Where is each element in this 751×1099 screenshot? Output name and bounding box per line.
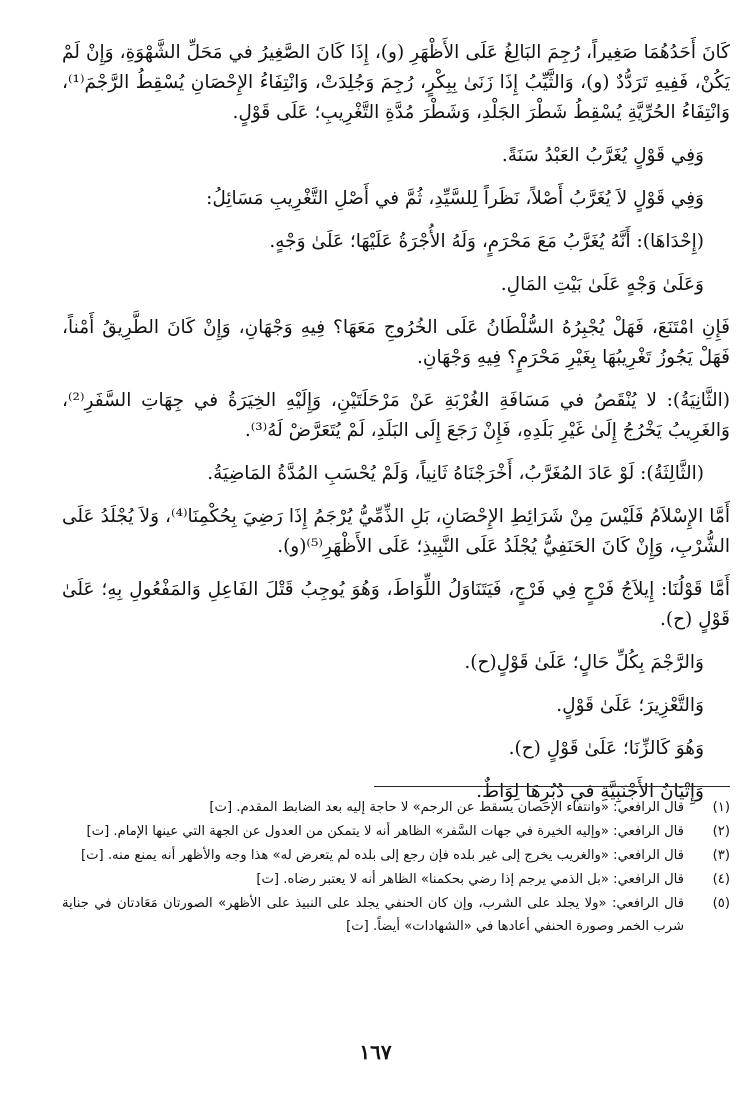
paragraph: وَهُوَ كَالزِّنَا؛ عَلَىٰ قَوْلٍ (ح). [508, 738, 704, 759]
paragraph: كَانَ أَحَدُهُمَا صَغِيراً، رُجِمَ البَالِغُ عَلَى الأَظْهَرِ (و)، إِذَا كَانَ الصَّغِيرُ في مَحَلِّ الشَّهْوَةِ، وَإِنْ لَمْ يَكُنْ، فَفِيهِ تَرَدُّدٌ (و)، وَالثَّيِّبُ إِذَا زَنَىٰ بِبِكْرٍ، رُجِمَ وَجُلِدَتْ، وَانْتِفَاءُ الإِحْصَانِ يُسْقِطُ الرَّجْمَ⁽¹⁾، وَانْتِفَاءُ الحُرِّيَّةِ يُسْقِطُ شَطْرَ الجَلْدِ، وَشَطْرَ مُدَّةِ التَّغْرِيبِ؛ عَلَى قَوْلٍ. [62, 42, 730, 123]
body-text [62, 38, 730, 807]
footnote-number: (٢) [712, 824, 730, 839]
footnote-text: قال الرافعي: «وانتفاء الإحصان يسقط عن الرجم» لا حاجة إليه بعد الضابط المقدم. [ت] [209, 800, 684, 815]
footnote [62, 820, 730, 843]
footnote-text: قال الرافعي: «والغريب يخرج إلى غير بلده فإن رجع إلى بلده لم يتعرض له» هذا وجه والأظهر أنه يمنع منه. [ت] [80, 848, 684, 863]
footnote-separator [374, 786, 730, 787]
footnote [62, 844, 730, 867]
footnotes [62, 796, 730, 939]
main-text-block [62, 38, 730, 807]
paragraph: (الثَّانِيَةُ): لا يُنْقَصُ في مَسَافَةِ الغُرْبَةِ عَنْ مَرْحَلَتَيْنِ، وَإِلَيْهِ الخِيَرَةُ في جِهَاتِ السَّفَرِ⁽²⁾، وَالغَرِيبُ يَخْرُجُ إِلَىٰ غَيْرِ بَلَدِهِ، فَإِنْ رَجَعَ إِلَى البَلَدِ، لَمْ يُتَعَرَّضْ لَهُ⁽³⁾. [62, 390, 730, 441]
paragraph: وَعَلَىٰ وَجْهٍ عَلَىٰ بَيْتِ المَالِ. [500, 274, 704, 295]
paragraph: (إِحْدَاهَا): أَنَّهُ يُغَرَّبُ مَعَ مَحْرَمٍ، وَلَهُ الأُجْرَةُ عَلَيْهَا؛ عَلَىٰ وَجْهٍ. [269, 231, 704, 252]
paragraph: فَإِنِ امْتَنَعَ، فَهَلْ يُجْبِرُهُ السُّلْطَانُ عَلَى الخُرُوجِ مَعَهَا؟ فِيهِ وَجْهَانِ، وَإِنْ كَانَ الطَّرِيقُ أَمْناً، فَهَلْ يَجُوزُ تَغْرِيبُهَا بِغَيْرِ مَحْرَمٍ؟ فِيهِ وَجْهَانِ. [62, 317, 730, 368]
footnote [62, 868, 730, 891]
paragraph: (الثَّالِثَةُ): لَوْ عَادَ المُغَرَّبُ، أَخْرَجْنَاهُ ثَانِياً، وَلَمْ يُحْسَبِ المُدَّةُ المَاضِيَةُ. [207, 463, 704, 484]
paragraph: وَالتَّعْزِيرَ؛ عَلَىٰ قَوْلٍ. [556, 695, 704, 716]
footnote-number: (٤) [712, 872, 730, 887]
paragraph: وَفِي قَوْلٍ لاَ يُغَرَّبُ أَصْلاً، نَظَراً لِلسَّيِّدِ، ثُمَّ في أَصْلِ التَّغْرِيبِ مَسَائِلُ: [206, 188, 704, 209]
footnote-text: قال الرافعي: «بل الذمي يرجم إذا رضي بحكمنا» الظاهر أنه لا يعتبر رضاه. [ت] [256, 872, 684, 887]
footnote-text: قال الرافعي: «ولا يجلد على الشرب، وإن كان الحنفي يجلد على النبيذ على الأظهر» الصورتان مَعَادتان في جناية شرب الخمر وصورة الحنفي أعادها في «الشهادات» أيضاً. [ت] [62, 896, 684, 934]
paragraph: وَالرَّجْمَ بِكُلِّ حَالٍ؛ عَلَىٰ قَوْلٍ(ح). [464, 652, 704, 673]
paragraph: وَفِي قَوْلٍ يُغَرَّبُ العَبْدُ سَنَةً. [501, 145, 704, 166]
paragraph: أَمَّا قَوْلُنَا: إِيلاَجُ فَرْجٍ فِي فَرْجٍ، فَيَتَنَاوَلُ اللِّوَاطَ، وَهُوَ يُوجِبُ قَتْلَ الفَاعِلِ وَالمَفْعُولِ بِهِ؛ عَلَىٰ قَوْلٍ (ح). [62, 579, 730, 630]
page-number: ١٦٧ [359, 1040, 392, 1064]
footnote-number: (٣) [712, 848, 730, 863]
paragraph: وَإِتْيَانُ الأَجْنَبِيَّةِ في دُبُرِهَا لِوَاطٌ. [476, 781, 704, 802]
footnote [62, 892, 730, 938]
footnote-text: قال الرافعي: «وإليه الخيرة في جهات السَّفر» الظاهر أنه لا يتمكن من العدول عن الجهة التي عينها الإمام. [ت] [86, 824, 684, 839]
paragraph: أَمَّا الإِسْلاَمُ فَلَيْسَ مِنْ شَرَائِطِ الإِحْصَانِ، بَلِ الذِّمِّيُّ يُرْجَمُ إِذَا رَضِيَ بِحُكْمِنَا⁽⁴⁾، وَلاَ يُجْلَدُ عَلَى الشُّرْبِ، وَإِنْ كَانَ الحَنَفِيُّ يُجْلَدُ عَلَى النَّبِيذِ؛ عَلَى الأَظْهَرِ⁽⁵⁾(و). [62, 506, 730, 557]
footnote-number: (٥) [712, 896, 730, 911]
footnote [62, 796, 730, 819]
footnote-number: (١) [712, 800, 730, 815]
